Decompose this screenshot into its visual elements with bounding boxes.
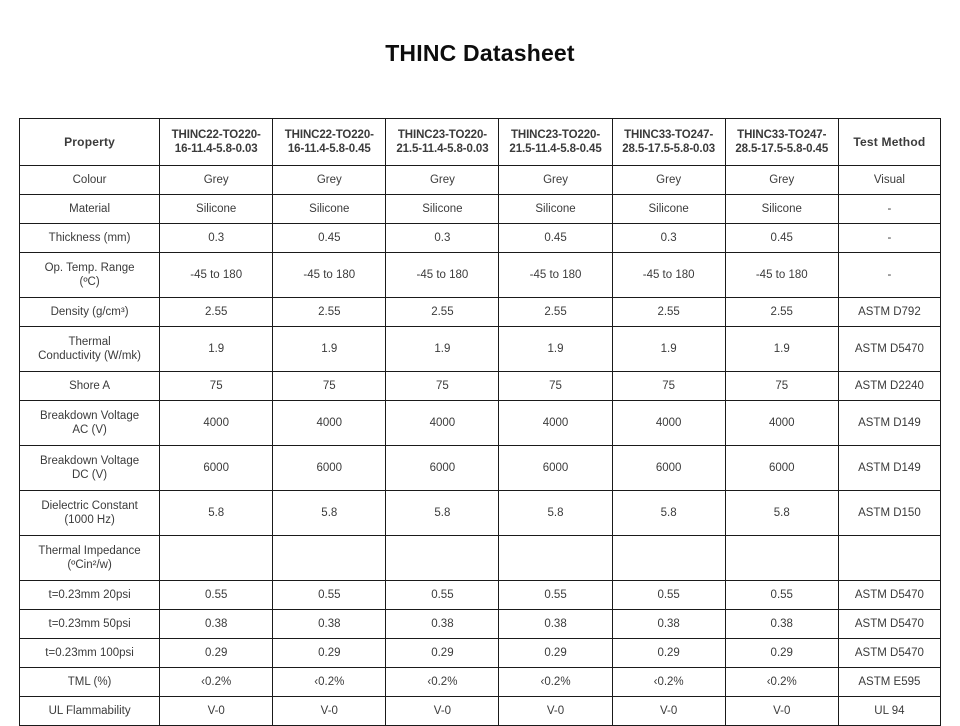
table-header xyxy=(20,119,941,166)
value-cell: Silicone xyxy=(612,195,725,224)
property-label-line1: Breakdown Voltage xyxy=(40,409,140,422)
value-cell: 2.55 xyxy=(160,298,273,327)
value-cell: 2.55 xyxy=(499,298,612,327)
value-cell: -45 to 180 xyxy=(386,253,499,298)
property-label-line2: (ºC) xyxy=(79,276,100,288)
test-method-cell: ASTM D792 xyxy=(838,298,940,327)
value-cell xyxy=(725,536,838,581)
column-header-test-method xyxy=(838,119,940,166)
property-cell xyxy=(20,697,160,726)
value-cell: ‹0.2% xyxy=(273,668,386,697)
test-method-cell: ASTM D5470 xyxy=(838,610,940,639)
column-header-line2: 16-11.4-5.8-0.45 xyxy=(287,143,371,155)
value-cell: ‹0.2% xyxy=(160,668,273,697)
value-cell: Grey xyxy=(612,166,725,195)
value-cell: 6000 xyxy=(160,446,273,491)
test-method-cell xyxy=(838,536,940,581)
table-row xyxy=(20,491,941,536)
table-row xyxy=(20,224,941,253)
property-label-line1: Thermal xyxy=(68,335,111,348)
column-header-line1: THINC22-TO220- xyxy=(284,128,374,141)
property-cell xyxy=(20,610,160,639)
value-cell xyxy=(386,536,499,581)
test-method-cell: ASTM D2240 xyxy=(838,372,940,401)
value-cell: 75 xyxy=(612,372,725,401)
property-cell xyxy=(20,536,160,581)
value-cell: 5.8 xyxy=(499,491,612,536)
column-header-product-4 xyxy=(499,119,612,166)
value-cell: 1.9 xyxy=(386,327,499,372)
property-label-line2: Conductivity (W/mk) xyxy=(38,350,141,362)
value-cell: 6000 xyxy=(386,446,499,491)
property-label-line1: Density (g/cm³) xyxy=(50,305,129,318)
property-cell xyxy=(20,372,160,401)
value-cell: 0.38 xyxy=(386,610,499,639)
value-cell: 0.29 xyxy=(499,639,612,668)
value-cell: 0.38 xyxy=(499,610,612,639)
value-cell: V-0 xyxy=(499,697,612,726)
value-cell: V-0 xyxy=(386,697,499,726)
column-header-line1: THINC23-TO220- xyxy=(510,128,601,141)
property-cell xyxy=(20,253,160,298)
property-label-line2: AC (V) xyxy=(72,424,107,436)
value-cell: V-0 xyxy=(273,697,386,726)
column-header-product-6 xyxy=(725,119,838,166)
value-cell: Silicone xyxy=(273,195,386,224)
value-cell: 0.38 xyxy=(725,610,838,639)
value-cell: Silicone xyxy=(725,195,838,224)
test-method-cell: ASTM D149 xyxy=(838,401,940,446)
value-cell: 75 xyxy=(160,372,273,401)
table-row xyxy=(20,253,941,298)
column-header-product-2 xyxy=(273,119,386,166)
column-header-product-5 xyxy=(612,119,725,166)
table-row xyxy=(20,327,941,372)
column-header-line2: 28.5-17.5-5.8-0.03 xyxy=(622,143,716,155)
value-cell: 2.55 xyxy=(612,298,725,327)
value-cell: 4000 xyxy=(273,401,386,446)
test-method-cell: - xyxy=(838,253,940,298)
value-cell: 0.3 xyxy=(612,224,725,253)
column-header-line1: Property xyxy=(64,134,116,149)
value-cell: 1.9 xyxy=(273,327,386,372)
value-cell: -45 to 180 xyxy=(725,253,838,298)
property-label-line1: Thickness (mm) xyxy=(48,231,131,244)
table-row xyxy=(20,166,941,195)
value-cell: 0.45 xyxy=(725,224,838,253)
value-cell: Silicone xyxy=(499,195,612,224)
property-label-line1: Op. Temp. Range xyxy=(44,261,135,274)
value-cell: 1.9 xyxy=(725,327,838,372)
test-method-cell: ASTM D5470 xyxy=(838,581,940,610)
value-cell: ‹0.2% xyxy=(612,668,725,697)
property-cell xyxy=(20,401,160,446)
property-cell xyxy=(20,327,160,372)
table-row xyxy=(20,697,941,726)
value-cell: Silicone xyxy=(160,195,273,224)
value-cell: Grey xyxy=(725,166,838,195)
table-row xyxy=(20,401,941,446)
value-cell: 6000 xyxy=(725,446,838,491)
table-row xyxy=(20,195,941,224)
value-cell: 75 xyxy=(725,372,838,401)
test-method-cell: Visual xyxy=(838,166,940,195)
value-cell: 75 xyxy=(273,372,386,401)
property-label-line2: DC (V) xyxy=(72,469,108,481)
property-label-line1: Material xyxy=(69,202,111,215)
property-label-line1: t=0.23mm 50psi xyxy=(48,617,131,630)
value-cell: 0.55 xyxy=(499,581,612,610)
property-label-line1: Shore A xyxy=(69,379,111,392)
datasheet-table xyxy=(19,118,941,726)
value-cell: 6000 xyxy=(273,446,386,491)
value-cell: 0.45 xyxy=(499,224,612,253)
value-cell xyxy=(160,536,273,581)
column-header-line1: THINC23-TO220- xyxy=(397,128,487,141)
value-cell: 75 xyxy=(386,372,499,401)
value-cell: 5.8 xyxy=(160,491,273,536)
value-cell: -45 to 180 xyxy=(160,253,273,298)
value-cell: 1.9 xyxy=(612,327,725,372)
value-cell: 0.3 xyxy=(160,224,273,253)
value-cell: 4000 xyxy=(386,401,499,446)
property-label-line1: t=0.23mm 100psi xyxy=(45,646,134,659)
value-cell: 0.55 xyxy=(386,581,499,610)
value-cell: 4000 xyxy=(160,401,273,446)
value-cell: 0.29 xyxy=(612,639,725,668)
test-method-cell: ASTM D149 xyxy=(838,446,940,491)
value-cell: 0.55 xyxy=(612,581,725,610)
table-row xyxy=(20,581,941,610)
property-cell xyxy=(20,491,160,536)
value-cell: 6000 xyxy=(499,446,612,491)
value-cell: 0.29 xyxy=(725,639,838,668)
value-cell: 0.3 xyxy=(386,224,499,253)
value-cell: 0.38 xyxy=(160,610,273,639)
value-cell xyxy=(273,536,386,581)
value-cell: ‹0.2% xyxy=(386,668,499,697)
value-cell: V-0 xyxy=(725,697,838,726)
property-label-line1: Thermal Impedance xyxy=(38,544,141,557)
value-cell: 2.55 xyxy=(273,298,386,327)
value-cell: 4000 xyxy=(499,401,612,446)
datasheet-table-container xyxy=(19,118,941,726)
value-cell: Grey xyxy=(499,166,612,195)
property-label-line1: TML (%) xyxy=(67,675,112,688)
value-cell: 5.8 xyxy=(386,491,499,536)
property-cell xyxy=(20,639,160,668)
value-cell: 0.29 xyxy=(273,639,386,668)
value-cell: 75 xyxy=(499,372,612,401)
value-cell: 5.8 xyxy=(612,491,725,536)
value-cell: 0.29 xyxy=(386,639,499,668)
property-cell xyxy=(20,446,160,491)
table-body xyxy=(20,166,941,726)
test-method-cell: - xyxy=(838,224,940,253)
value-cell: 0.45 xyxy=(273,224,386,253)
table-row xyxy=(20,610,941,639)
column-header-line1: THINC33-TO247- xyxy=(737,128,827,141)
value-cell: Grey xyxy=(160,166,273,195)
value-cell: 1.9 xyxy=(499,327,612,372)
property-label-line2: (ºCin²/w) xyxy=(67,559,112,571)
value-cell xyxy=(612,536,725,581)
test-method-cell: ASTM D150 xyxy=(838,491,940,536)
value-cell: 6000 xyxy=(612,446,725,491)
value-cell: 0.55 xyxy=(725,581,838,610)
test-method-cell: - xyxy=(838,195,940,224)
column-header-line1: THINC33-TO247- xyxy=(624,128,714,141)
value-cell: -45 to 180 xyxy=(612,253,725,298)
value-cell: 2.55 xyxy=(386,298,499,327)
value-cell: -45 to 180 xyxy=(273,253,386,298)
value-cell: 5.8 xyxy=(725,491,838,536)
column-header-product-3 xyxy=(386,119,499,166)
value-cell: 0.55 xyxy=(160,581,273,610)
value-cell: 1.9 xyxy=(160,327,273,372)
property-cell xyxy=(20,195,160,224)
test-method-cell: UL 94 xyxy=(838,697,940,726)
value-cell: Silicone xyxy=(386,195,499,224)
value-cell: Grey xyxy=(273,166,386,195)
table-header-row xyxy=(20,119,941,166)
table-row xyxy=(20,298,941,327)
table-row xyxy=(20,639,941,668)
value-cell: 5.8 xyxy=(273,491,386,536)
page-title: THINC Datasheet xyxy=(385,40,575,66)
test-method-cell: ASTM D5470 xyxy=(838,327,940,372)
value-cell: 0.29 xyxy=(160,639,273,668)
column-header-line1: THINC22-TO220- xyxy=(171,128,261,141)
column-header-line1: Test Method xyxy=(853,134,926,149)
value-cell: ‹0.2% xyxy=(725,668,838,697)
value-cell: 4000 xyxy=(725,401,838,446)
property-label-line1: Dielectric Constant xyxy=(41,499,138,512)
property-cell xyxy=(20,668,160,697)
table-row xyxy=(20,446,941,491)
property-cell xyxy=(20,166,160,195)
value-cell: 0.38 xyxy=(612,610,725,639)
table-row xyxy=(20,668,941,697)
test-method-cell: ASTM E595 xyxy=(838,668,940,697)
property-cell xyxy=(20,298,160,327)
value-cell: ‹0.2% xyxy=(499,668,612,697)
column-header-line2: 21.5-11.4-5.8-0.03 xyxy=(396,143,489,155)
property-label-line1: Breakdown Voltage xyxy=(40,454,140,467)
property-label-line1: Colour xyxy=(72,173,107,186)
column-header-line2: 28.5-17.5-5.8-0.45 xyxy=(735,143,829,155)
value-cell: 2.55 xyxy=(725,298,838,327)
value-cell: 0.38 xyxy=(273,610,386,639)
column-header-line2: 21.5-11.4-5.8-0.45 xyxy=(509,143,602,155)
value-cell: Grey xyxy=(386,166,499,195)
column-header-line2: 16-11.4-5.8-0.03 xyxy=(174,143,258,155)
property-cell xyxy=(20,581,160,610)
column-header-product-1 xyxy=(160,119,273,166)
property-label-line2: (1000 Hz) xyxy=(64,514,115,526)
property-label-line1: t=0.23mm 20psi xyxy=(48,588,131,601)
value-cell: 0.55 xyxy=(273,581,386,610)
test-method-cell: ASTM D5470 xyxy=(838,639,940,668)
value-cell: 4000 xyxy=(612,401,725,446)
property-cell xyxy=(20,224,160,253)
value-cell xyxy=(499,536,612,581)
table-row xyxy=(20,372,941,401)
property-label-line1: UL Flammability xyxy=(48,704,131,717)
value-cell: V-0 xyxy=(612,697,725,726)
column-header-property xyxy=(20,119,160,166)
value-cell: V-0 xyxy=(160,697,273,726)
value-cell: -45 to 180 xyxy=(499,253,612,298)
table-row xyxy=(20,536,941,581)
